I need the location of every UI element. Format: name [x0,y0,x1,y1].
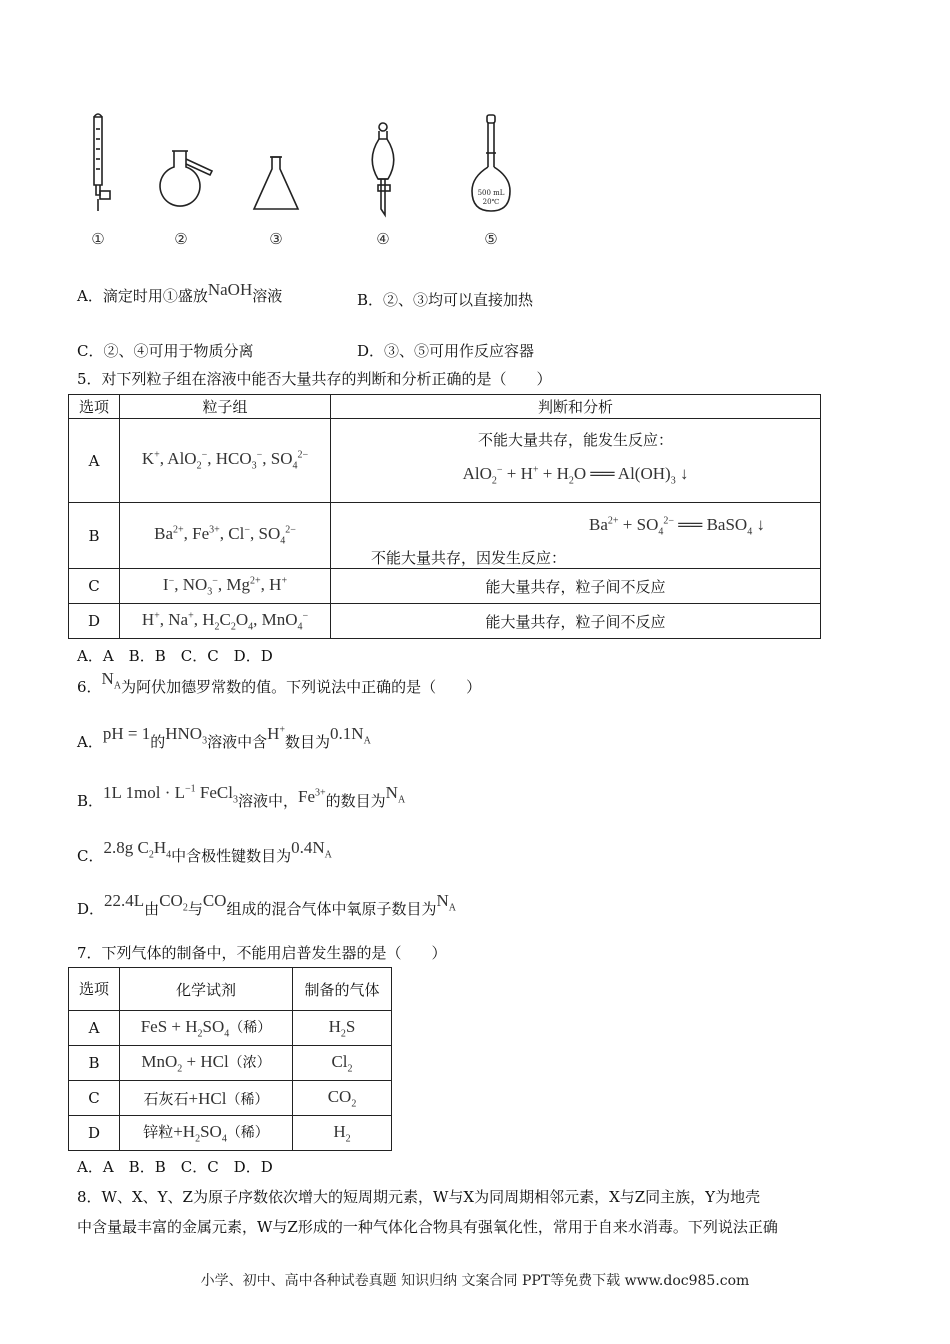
q7-row-d [69,1116,392,1151]
q5-row-c-option: C [69,569,120,604]
q6-option-b: B．1L $1mol \cdot L^{-1}$ FeCl$_3$溶液中，$Fe^{3+}$的数目为$N_A$ [77,783,406,810]
apparatus-figure [60,105,540,255]
q7-row-c-gas: $CO_2$ [293,1081,392,1116]
apparatus-label-5: ⑤ [484,230,498,248]
q8-line-2: 中含量最丰富的金属元素，W与Z形成的一种气体化合物具有强氧化性，常用于自来水消毒。下列说法正确 [77,1218,778,1236]
q6-option-d: D．22.4L由$CO_2$与CO组成的混合气体中氧原子数目为$N_A$ [77,891,456,918]
q5-row-d-option: D [69,604,120,639]
distilling-flask-drawing [160,151,212,206]
q6-stem: 6．$N_A$为阿伏加德罗常数的值。下列说法中正确的是（ ） [77,669,482,696]
q7-row-d-option: D [69,1116,120,1151]
q6-option-c: C．2.8g $C_2H_4$中含极性键数目为$0.4N_A$ [77,838,332,865]
q7-row-b-reagents: MnO$_2$ + HCl（浓） [120,1046,293,1081]
flask-temp-text: 20℃ [482,198,500,206]
q5-header-particles: 粒子组 [120,395,331,419]
q7-row-a-option: A [69,1011,120,1046]
q5-header-row [69,395,821,419]
q5-row-a-option: A [69,419,120,503]
q5-row-a-analysis [331,419,821,503]
apparatus-label-2: ② [174,230,188,248]
q7-header-row [69,968,392,1011]
q5-row-a-note: 不能大量共存，能发生反应： [477,430,673,449]
q5-row-d-analysis: 能大量共存，粒子间不反应 [331,604,821,639]
q7-row-c [69,1081,392,1116]
q5-row-d-particles: H+, Na+, $H_2C_2O_4$, MnO$_4$− [120,604,331,639]
q7-row-c-option: C [69,1081,120,1116]
q7-row-a-reagents: FeS + $H_2SO_4$（稀） [120,1011,293,1046]
q5-row-b-particles: $Ba^{2+}$, $Fe^{3+}$, Cl−, $SO_4^{2-}$ [120,503,331,569]
q7-header-option: 选项 [69,968,120,1011]
burette-drawing [94,114,110,211]
q7-row-b-gas: $Cl_2$ [293,1046,392,1081]
q7-row-d-gas: $H_2$ [293,1116,392,1151]
q8-line-1: 8．W、X、Y、Z为原子序数依次增大的短周期元素，W与X为同周期相邻元素，X与Z同主族，Y为地壳 [77,1188,761,1206]
separatory-funnel-drawing [372,123,394,215]
q7-row-b-option: B [69,1046,120,1081]
q5-row-a-equation: $AlO_2^- + H^+ + H_2O$ ══ $Al(OH)_3$ ↓ [462,463,689,487]
q5-header-option: 选项 [69,395,120,419]
q7-row-c-reagents: 石灰石+HCl（稀） [120,1081,293,1116]
apparatus-label-4: ④ [376,230,390,248]
q7-row-a [69,1011,392,1046]
q5-stem: 5．对下列粒子组在溶液中能否大量共存的判断和分析正确的是（ ） [77,370,552,388]
q5-row-a-particles: K+, AlO$_2$−, $HCO_3^-$, $SO_4^{2-}$ [120,419,331,503]
q5-table [68,394,821,639]
q5-row-a [69,419,821,503]
q7-row-a-gas: $H_2S$ [293,1011,392,1046]
q4-option-d: D．③、⑤可用作反应容器 [357,342,535,360]
q7-row-b [69,1046,392,1081]
q5-row-c-analysis: 能大量共存，粒子间不反应 [331,569,821,604]
q7-header-gas: 制备的气体 [293,968,392,1011]
page-footer: 小学、初中、高中各种试卷真题 知识归纳 文案合同 PPT等免费下载 www.doc985.com [200,1273,750,1289]
q5-row-b-analysis [331,503,821,569]
q5-row-d [69,604,821,639]
q4-option-a: A．滴定时用①盛放NaOH溶液 [77,280,283,305]
q5-row-b-option: B [69,503,120,569]
q6-option-a: A．pH = 1的$HNO_3$溶液中含H+数目为$0.1N_A$ [77,724,371,751]
q5-row-b-equation: $Ba^{2+} + SO_4^{2-}$ ══ BaSO$_4$ ↓ [589,515,765,538]
q5-answer-options: A．A B．B C．C D．D [77,647,273,665]
q5-row-c [69,569,821,604]
q5-header-analysis: 判断和分析 [331,395,821,419]
q7-header-reagents: 化学试剂 [120,968,293,1011]
conical-flask-drawing [254,157,298,209]
q5-row-b [69,503,821,569]
apparatus-label-3: ③ [269,230,283,248]
q4-option-b: B．②、③均可以直接加热 [357,291,534,309]
apparatus-label-1: ① [91,230,105,248]
q5-row-b-note: 不能大量共存，因发生反应： [371,549,567,567]
q7-stem: 7．下列气体的制备中，不能用启普发生器的是（ ） [77,944,447,962]
q5-row-c-particles: I−, $NO_3^-$, $Mg^{2+}$, H+ [120,569,331,604]
q7-row-d-reagents: 锌粒$+H_2SO_4$（稀） [120,1116,293,1151]
flask-volume-text: 500 mL [477,189,505,197]
q7-table [68,967,392,1151]
q7-answer-options: A．A B．B C．C D．D [77,1158,273,1176]
q4-option-c: C．②、④可用于物质分离 [77,342,254,360]
